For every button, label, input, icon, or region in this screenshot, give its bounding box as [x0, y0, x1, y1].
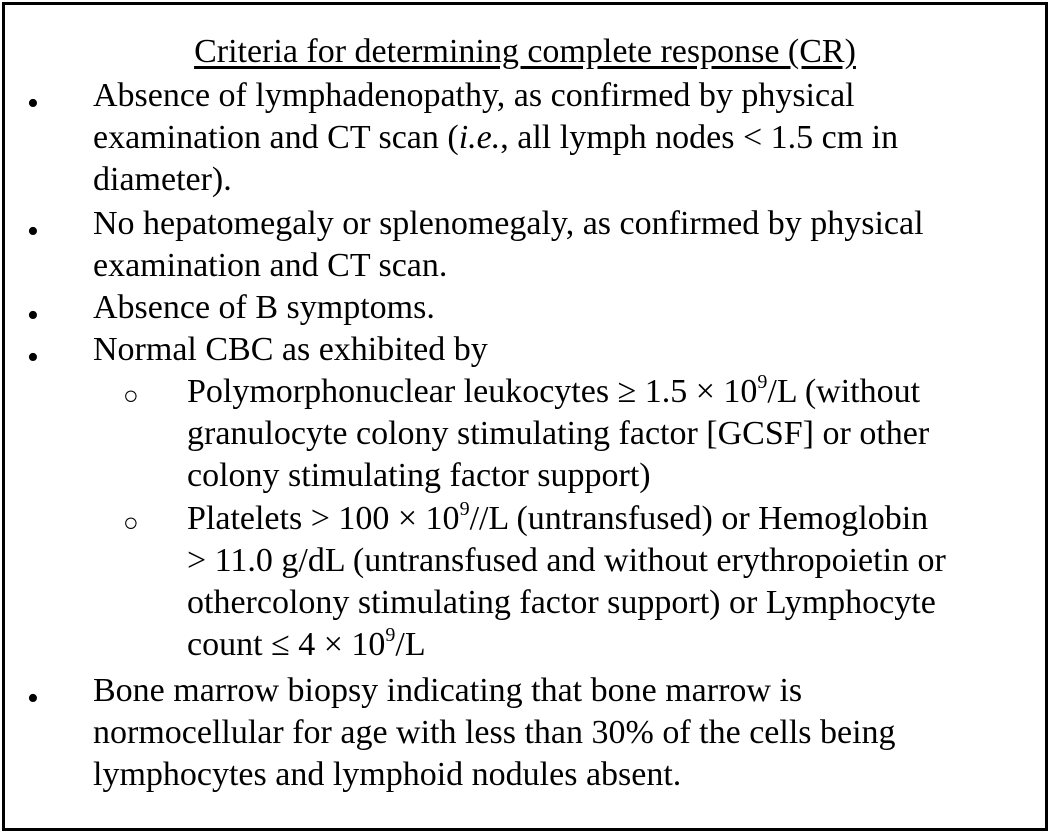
- bullet-icon: •: [27, 339, 39, 376]
- sub-item-leukocytes: [187, 371, 1037, 497]
- item-line: lymphocytes and lymphoid nodules absent.: [93, 756, 682, 793]
- item-line: > 11.0 g/dL (untransfused and without erythropoietin or: [187, 542, 946, 579]
- item-line: Absence of lymphadenopathy, as confirmed by physical: [93, 77, 855, 114]
- bullet-icon: •: [27, 297, 39, 334]
- item-line: Platelets > $100 \times 10^9//L$ (untransfused) or Hemoglobin: [187, 497, 929, 537]
- list-item-lymphadenopathy: [93, 75, 1033, 201]
- bullet-icon: •: [27, 85, 39, 122]
- item-line: No hepatomegaly or splenomegaly, as confirmed by physical: [93, 205, 924, 242]
- item-line: Normal CBC as exhibited by: [93, 331, 488, 368]
- item-line: examination and CT scan (i.e., all lymph nodes < 1.5 cm in: [93, 119, 899, 156]
- item-line: examination and CT scan.: [93, 247, 448, 284]
- criteria-box: [2, 2, 1048, 831]
- item-line: Absence of B symptoms.: [93, 289, 435, 326]
- item-line: diameter).: [93, 161, 232, 198]
- item-line: Bone marrow biopsy indicating that bone marrow is: [93, 672, 803, 709]
- list-item-hepatomegaly: [93, 203, 1033, 287]
- list-item-normal-cbc: [93, 329, 1033, 371]
- item-line: count ≤ $4 \times 10^9/L$: [187, 623, 426, 663]
- sub-item-platelets: [187, 498, 1037, 666]
- list-item-b-symptoms: [93, 287, 1033, 329]
- sub-bullet-icon: ○: [123, 381, 139, 410]
- item-line: othercolony stimulating factor support) or Lymphocyte: [187, 584, 936, 621]
- page-title: Criteria for determining complete response (CR): [194, 33, 856, 70]
- item-line: colony stimulating factor support): [187, 457, 651, 494]
- item-line: Polymorphonuclear leukocytes ≥ $1.5 \times 10^9/L$ (without: [187, 370, 921, 410]
- bullet-icon: •: [27, 213, 39, 250]
- sub-bullet-icon: ○: [123, 508, 139, 537]
- list-item-bone-marrow: [93, 670, 1033, 796]
- item-line: normocellular for age with less than 30% of the cells being: [93, 714, 896, 751]
- item-line: granulocyte colony stimulating factor [GCSF] or other: [187, 415, 930, 452]
- bullet-icon: •: [27, 680, 39, 717]
